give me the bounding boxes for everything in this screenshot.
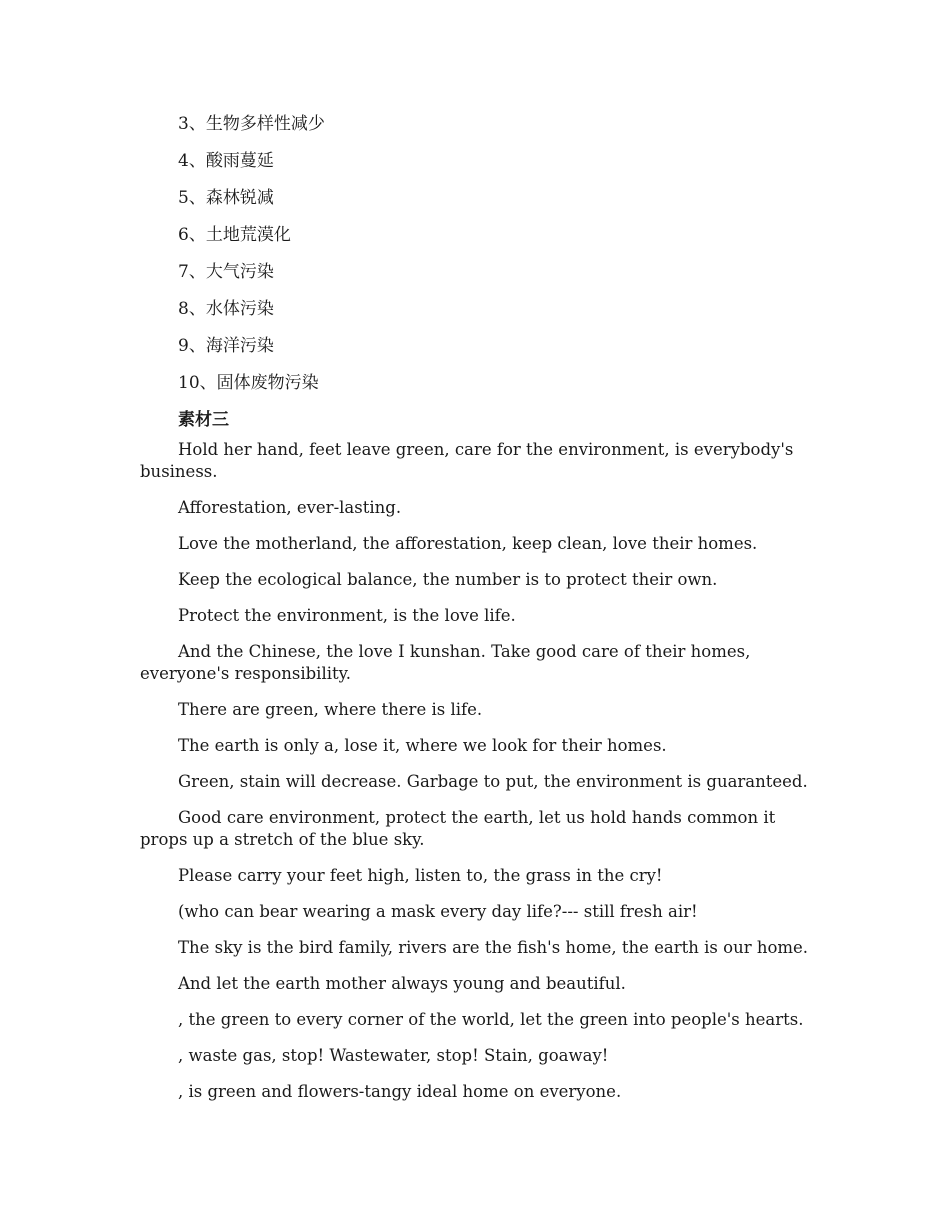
list-item: 5、森林锐减 [178,188,274,208]
paragraph: Hold her hand, feet leave green, care for the environment, is everybody's business. [140,440,794,481]
list-item: 4、酸雨蔓延 [178,151,274,171]
list-item: 10、固体废物污染 [178,373,319,393]
list-item: 8、水体污染 [178,299,274,319]
paragraph: Please carry your feet high, listen to, the grass in the cry! [178,866,663,885]
paragraph: Afforestation, ever-lasting. [178,498,402,517]
list-item: 3、生物多样性减少 [178,114,325,134]
paragraph: The earth is only a, lose it, where we look for their homes. [178,736,667,755]
paragraph: Love the motherland, the afforestation, keep clean, love their homes. [178,534,758,553]
paragraph: Keep the ecological balance, the number is to protect their own. [178,570,718,589]
paragraph: , the green to every corner of the world, let the green into people's hearts. [178,1010,804,1029]
paragraph: Protect the environment, is the love life. [178,606,516,625]
paragraph: , is green and flowers-tangy ideal home on everyone. [178,1082,622,1101]
list-item: 6、土地荒漠化 [178,225,291,245]
paragraph: , waste gas, stop! Wastewater, stop! Stain, goaway! [178,1046,609,1065]
document-page [140,112,810,1117]
list-item: 9、海洋污染 [178,336,274,356]
paragraph: And let the earth mother always young and beautiful. [178,974,626,993]
paragraph: And the Chinese, the love I kunshan. Take good care of their homes, everyone's responsibility. [140,642,751,683]
paragraph: The sky is the bird family, rivers are the fish's home, the earth is our home. [178,938,809,957]
paragraph: There are green, where there is life. [178,700,483,719]
list-item: 7、大气污染 [178,262,274,282]
section-heading: 素材三 [178,410,229,430]
paragraph: (who can bear wearing a mask every day life?--- still fresh air! [178,902,698,921]
paragraph: Good care environment, protect the earth, let us hold hands common it props up a stretch of the blue sky. [140,808,776,849]
paragraph: Green, stain will decrease. Garbage to put, the environment is guaranteed. [178,772,808,791]
